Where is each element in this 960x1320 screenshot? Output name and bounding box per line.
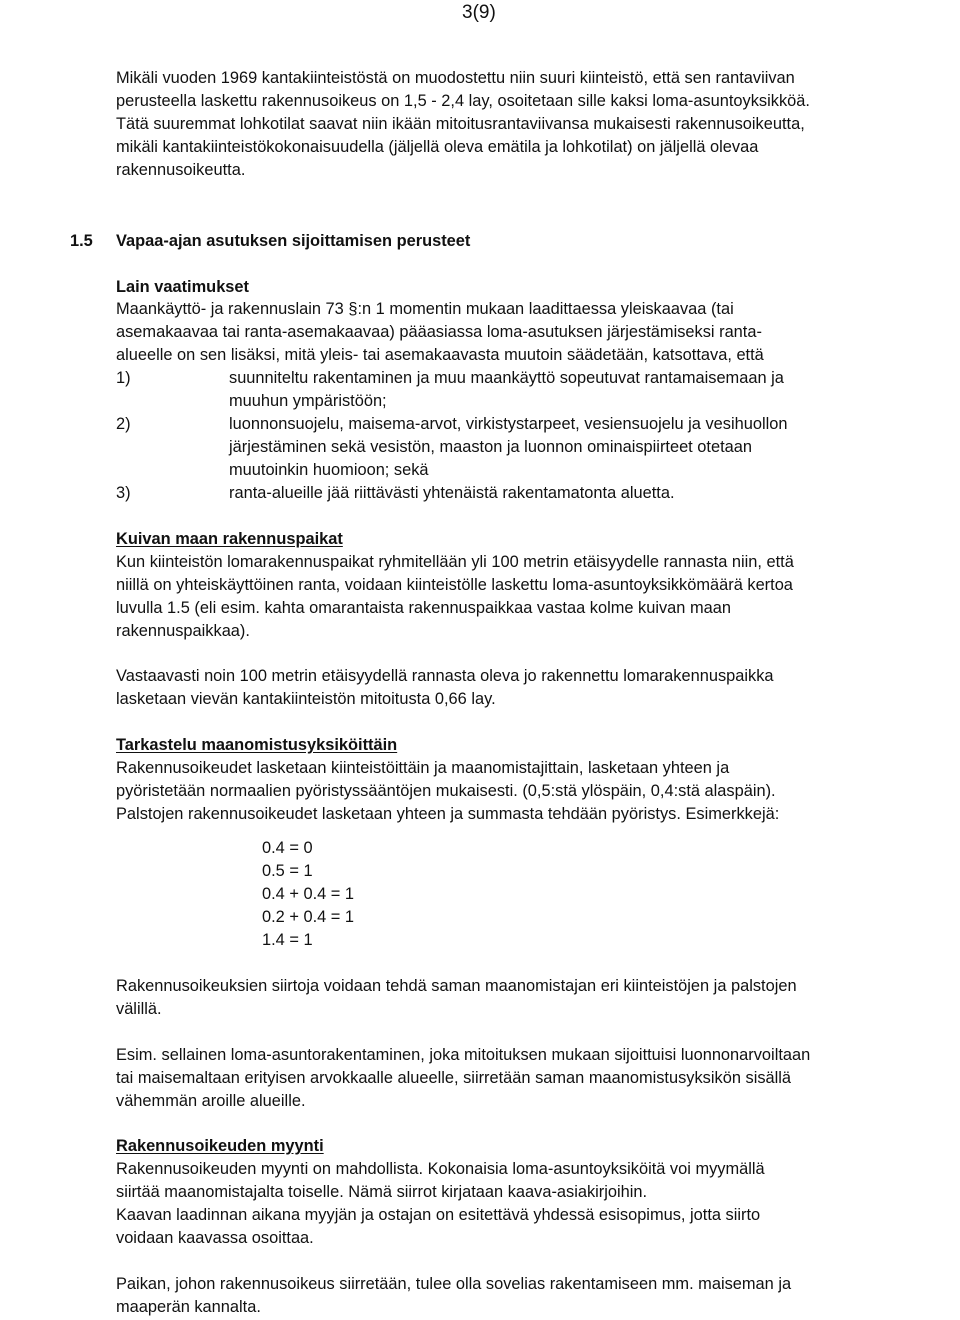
text-line: Esim. sellainen loma-asuntorakentaminen, joka mitoituksen mukaan sijoittuisi luonnonarvoiltaan [116, 1046, 811, 1064]
text-line: rakennusoikeutta. [116, 161, 246, 179]
text-line: Rakennusoikeudet lasketaan kiinteistöittäin ja maanomistajittain, lasketaan yhteen ja [116, 759, 730, 777]
text-line: pyöristetään normaalien pyöristyssääntöjen mukaisesti. (0,5:stä ylöspäin, 0,4:stä alaspäin). [116, 782, 776, 800]
list-item-line: luonnonsuojelu, maisema-arvot, virkistystarpeet, vesiensuojelu ja vesihuollon [229, 415, 788, 433]
example-line: 0.4 = 0 [262, 839, 313, 857]
text-line: maaperän kannalta. [116, 1298, 261, 1316]
text-line: perusteella laskettu rakennusoikeus on 1,5 - 2,4 lay, osoitetaan sille kaksi loma-asuntoyksikköä. [116, 92, 810, 110]
text-line: tai maisemaltaan erityisen arvokkaalle alueelle, siirretään saman maanomistusyksikön sisällä [116, 1069, 792, 1087]
text-line: Maankäyttö- ja rakennuslain 73 §:n 1 momentin mukaan laadittaessa yleiskaavaa (tai [116, 300, 734, 318]
text-line: siirtää maanomistajalta toiselle. Nämä siirrot kirjataan kaava-asiakirjoihin. [116, 1183, 648, 1201]
list-number: 2) [116, 415, 131, 433]
list-item-line: muutoinkin huomioon; sekä [229, 461, 429, 479]
text-line: Palstojen rakennusoikeudet lasketaan yhteen ja summasta tehdään pyöristys. Esimerkkejä: [116, 805, 780, 823]
text-line: mikäli kantakiinteistökokonaisuudella (jäljellä oleva emätila ja lohkotilat) on jäljellä olevaa [116, 138, 759, 156]
list-item-line: ranta-alueille jää riittävästi yhtenäistä rakentamatonta aluetta. [229, 484, 675, 502]
example-line: 0.4 + 0.4 = 1 [262, 885, 355, 903]
subheading-tarkastelu: Tarkastelu maanomistusyksiköittäin [116, 736, 398, 754]
text-line: Rakennusoikeuksien siirtoja voidaan tehdä saman maanomistajan eri kiinteistöjen ja palstojen [116, 977, 797, 995]
text-line: välillä. [116, 1000, 162, 1018]
text-line: vähemmän aroille alueille. [116, 1092, 306, 1110]
section-number: 1.5 [70, 232, 93, 250]
list-number: 1) [116, 369, 131, 387]
subheading-kuivan-maan: Kuivan maan rakennuspaikat [116, 530, 343, 548]
subheading-myynti: Rakennusoikeuden myynti [116, 1137, 324, 1155]
text-line: niillä on yhteiskäyttöinen ranta, voidaan kiinteistölle laskettu loma-asuntoyksikkömäärä kertoa [116, 576, 793, 594]
text-line: Kaavan laadinnan aikana myyjän ja ostajan on esitettävä yhdessä esisopimus, jotta siirto [116, 1206, 761, 1224]
example-line: 0.5 = 1 [262, 862, 313, 880]
text-line: Paikan, johon rakennusoikeus siirretään, tulee olla sovelias rakentamiseen mm. maiseman ja [116, 1275, 792, 1293]
section-title: Vapaa-ajan asutuksen sijoittamisen perusteet [116, 232, 471, 250]
text-line: asemakaavaa tai ranta-asemakaavaa) pääasiassa loma-asutuksen järjestämiseksi ranta- [116, 323, 762, 341]
text-line: Vastaavasti noin 100 metrin etäisyydellä rannasta oleva jo rakennettu lomarakennuspaikka [116, 667, 774, 685]
text-line: Tätä suuremmat lohkotilat saavat niin ikään mitoitusrantaviivansa mukaisesti rakennusoikeutta, [116, 115, 805, 133]
text-line: rakennuspaikkaa). [116, 622, 250, 640]
list-number: 3) [116, 484, 131, 502]
subheading-lain-vaatimukset: Lain vaatimukset [116, 278, 249, 296]
list-item-line: järjestäminen sekä vesistön, maaston ja luonnon ominaispiirteet otetaan [229, 438, 752, 456]
text-line: luvulla 1.5 (eli esim. kahta omarantaista rakennuspaikkaa vastaa kolme kuivan maan [116, 599, 731, 617]
page-number: 3(9) [462, 2, 496, 23]
text-line: Mikäli vuoden 1969 kantakiinteistöstä on muodostettu niin suuri kiinteistö, että sen rantaviivan [116, 69, 795, 87]
list-item-line: suunniteltu rakentaminen ja muu maankäyttö sopeutuvat rantamaisemaan ja [229, 369, 784, 387]
text-line: Rakennusoikeuden myynti on mahdollista. Kokonaisia loma-asuntoyksiköitä voi myymällä [116, 1160, 765, 1178]
text-line: lasketaan vievän kantakiinteistön mitoitusta 0,66 lay. [116, 690, 496, 708]
text-line: alueelle on sen lisäksi, mitä yleis- tai asemakaavasta muutoin säädetään, katsottava, että [116, 346, 764, 364]
list-item-line: muuhun ympäristöön; [229, 392, 387, 410]
example-line: 1.4 = 1 [262, 931, 313, 949]
example-line: 0.2 + 0.4 = 1 [262, 908, 355, 926]
text-line: voidaan kaavassa osoittaa. [116, 1229, 314, 1247]
text-line: Kun kiinteistön lomarakennuspaikat ryhmitellään yli 100 metrin etäisyydelle rannasta niin, että [116, 553, 794, 571]
